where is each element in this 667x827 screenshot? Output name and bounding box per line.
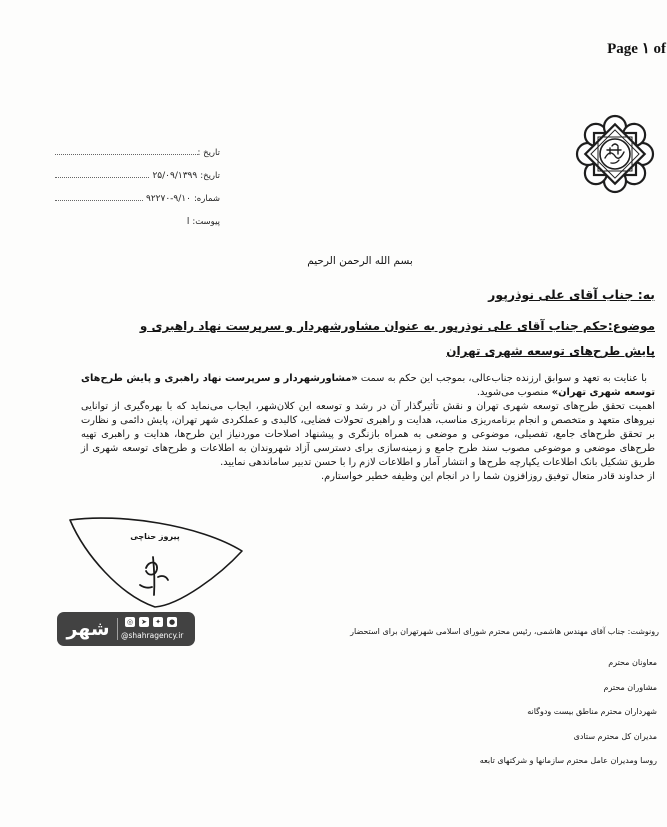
cc-item: مشاوران محترم [603, 682, 657, 692]
body-text: با عنایت به تعهد و سوابق ارزنده جناب‌عالی، بموجب این حکم به سمت [357, 373, 647, 384]
carbon-copy-list [299, 627, 659, 765]
dotted-line [55, 200, 143, 201]
attachment-value: ا [186, 217, 190, 227]
attachment-label: پیوست: [192, 217, 220, 227]
basmala: بسم الله الرحمن الرحیم [307, 255, 413, 267]
watermark-divider [117, 618, 118, 640]
aparat-icon: ● [168, 618, 176, 626]
dotted-line [55, 154, 198, 155]
body-paragraph-duties: اهمیت تحقق طرح‌های توسعه شهری تهران و نقش تأثیرگذار آن در رشد و توسعه این کلان‌شهر، ایجاب می‌نماید که با بهره‌گیری از توانایی نیروهای متعهد و متخصص و انجام برنامه‌ریزی مناسب، هدایت و راهبری تحولات فضایی، کالبدی و عملکردی شهر تهران، پایش دائمی و نظارت بر تحقق طرح‌های جامع، تفصیلی، موضوعی و موضعی به همراه بازنگری و پیشنهاد اصلاحات موردنیاز این طرح‌ها، هدایت و راهبری تهیه طرح‌های موضعی و موضوعی مصوب سند طرح جامع و زمینه‌سازی برای دسترسی آزاد شهروندان به اطلاعات و طرح‌های توسعه شهری از طریق تشکیل بانک اطلاعات یکپارچه طرح‌ها و انتشار آمار و اطلاعات لازم را با حسن تدبیر ساماندهی نمایید. [81, 401, 655, 468]
recipient-line: به: جناب آقای علی نوذرپور [488, 287, 655, 302]
attachment-field [55, 204, 220, 227]
date-field [55, 158, 220, 181]
letter-body [81, 372, 655, 484]
position-title: «مشاورشهردار و سرپرست نهاد راهبری و پایش طرح‌های توسعه شهری تهران» [81, 373, 655, 398]
agency-logo: شهر [66, 618, 110, 640]
body-paragraph-appointment [81, 372, 655, 400]
number-label: شماره: [193, 194, 220, 204]
instagram-icon: ◎ [126, 618, 134, 626]
cc-recipients [480, 651, 657, 774]
cc-first-recipient: رونوشت: جناب آقای مهندس هاشمی، رئیس محترم شورای اسلامی شهرتهران برای استحضار [350, 627, 659, 636]
body-paragraph-closing: از خداوند قادر متعال توفیق روزافزون شما را در انجام این وظیفه خطیر خواستارم. [321, 471, 655, 482]
cc-item: معاونان محترم [608, 658, 657, 667]
dotted-line [55, 177, 149, 178]
body-text: منصوب می‌شوید. [476, 387, 552, 398]
agency-watermark [57, 612, 195, 646]
date-value: ۲۵/۰۹/۱۳۹۹ [152, 171, 198, 181]
tehran-municipality-logo-icon [574, 108, 656, 200]
date-field-blank [55, 135, 220, 158]
signer-name: پیروز حناچی [130, 532, 180, 541]
handwritten-signature [60, 505, 250, 615]
date-label: تاریخ : [197, 148, 220, 158]
number-field [55, 181, 220, 204]
subject-line: موضوع:حکم جناب آقای علی نوذرپور به عنوان مشاورشهردار و سرپرست نهاد راهبری و پایش طرح‌های توسعه شهری تهران [139, 319, 655, 358]
twitter-icon: ✦ [153, 617, 163, 627]
telegram-icon: ➤ [139, 617, 149, 627]
date-label: تاریخ: [200, 171, 220, 181]
cc-item: شهرداران محترم مناطق بیست ودوگانه [527, 707, 657, 716]
cc-item: مدیران کل محترم ستادی [573, 731, 657, 741]
cc-item: روسا ومدیران عامل محترم سازمانها و شرکتهای تابعه [479, 756, 657, 765]
social-icons [125, 617, 177, 627]
letterhead-fields [55, 135, 220, 227]
agency-handle: @shahragency.ir [121, 631, 184, 640]
page-indicator: Page ۱ of [607, 41, 666, 57]
number-value: ۹۲۲۷۰-۹/۱۰ [145, 194, 191, 204]
